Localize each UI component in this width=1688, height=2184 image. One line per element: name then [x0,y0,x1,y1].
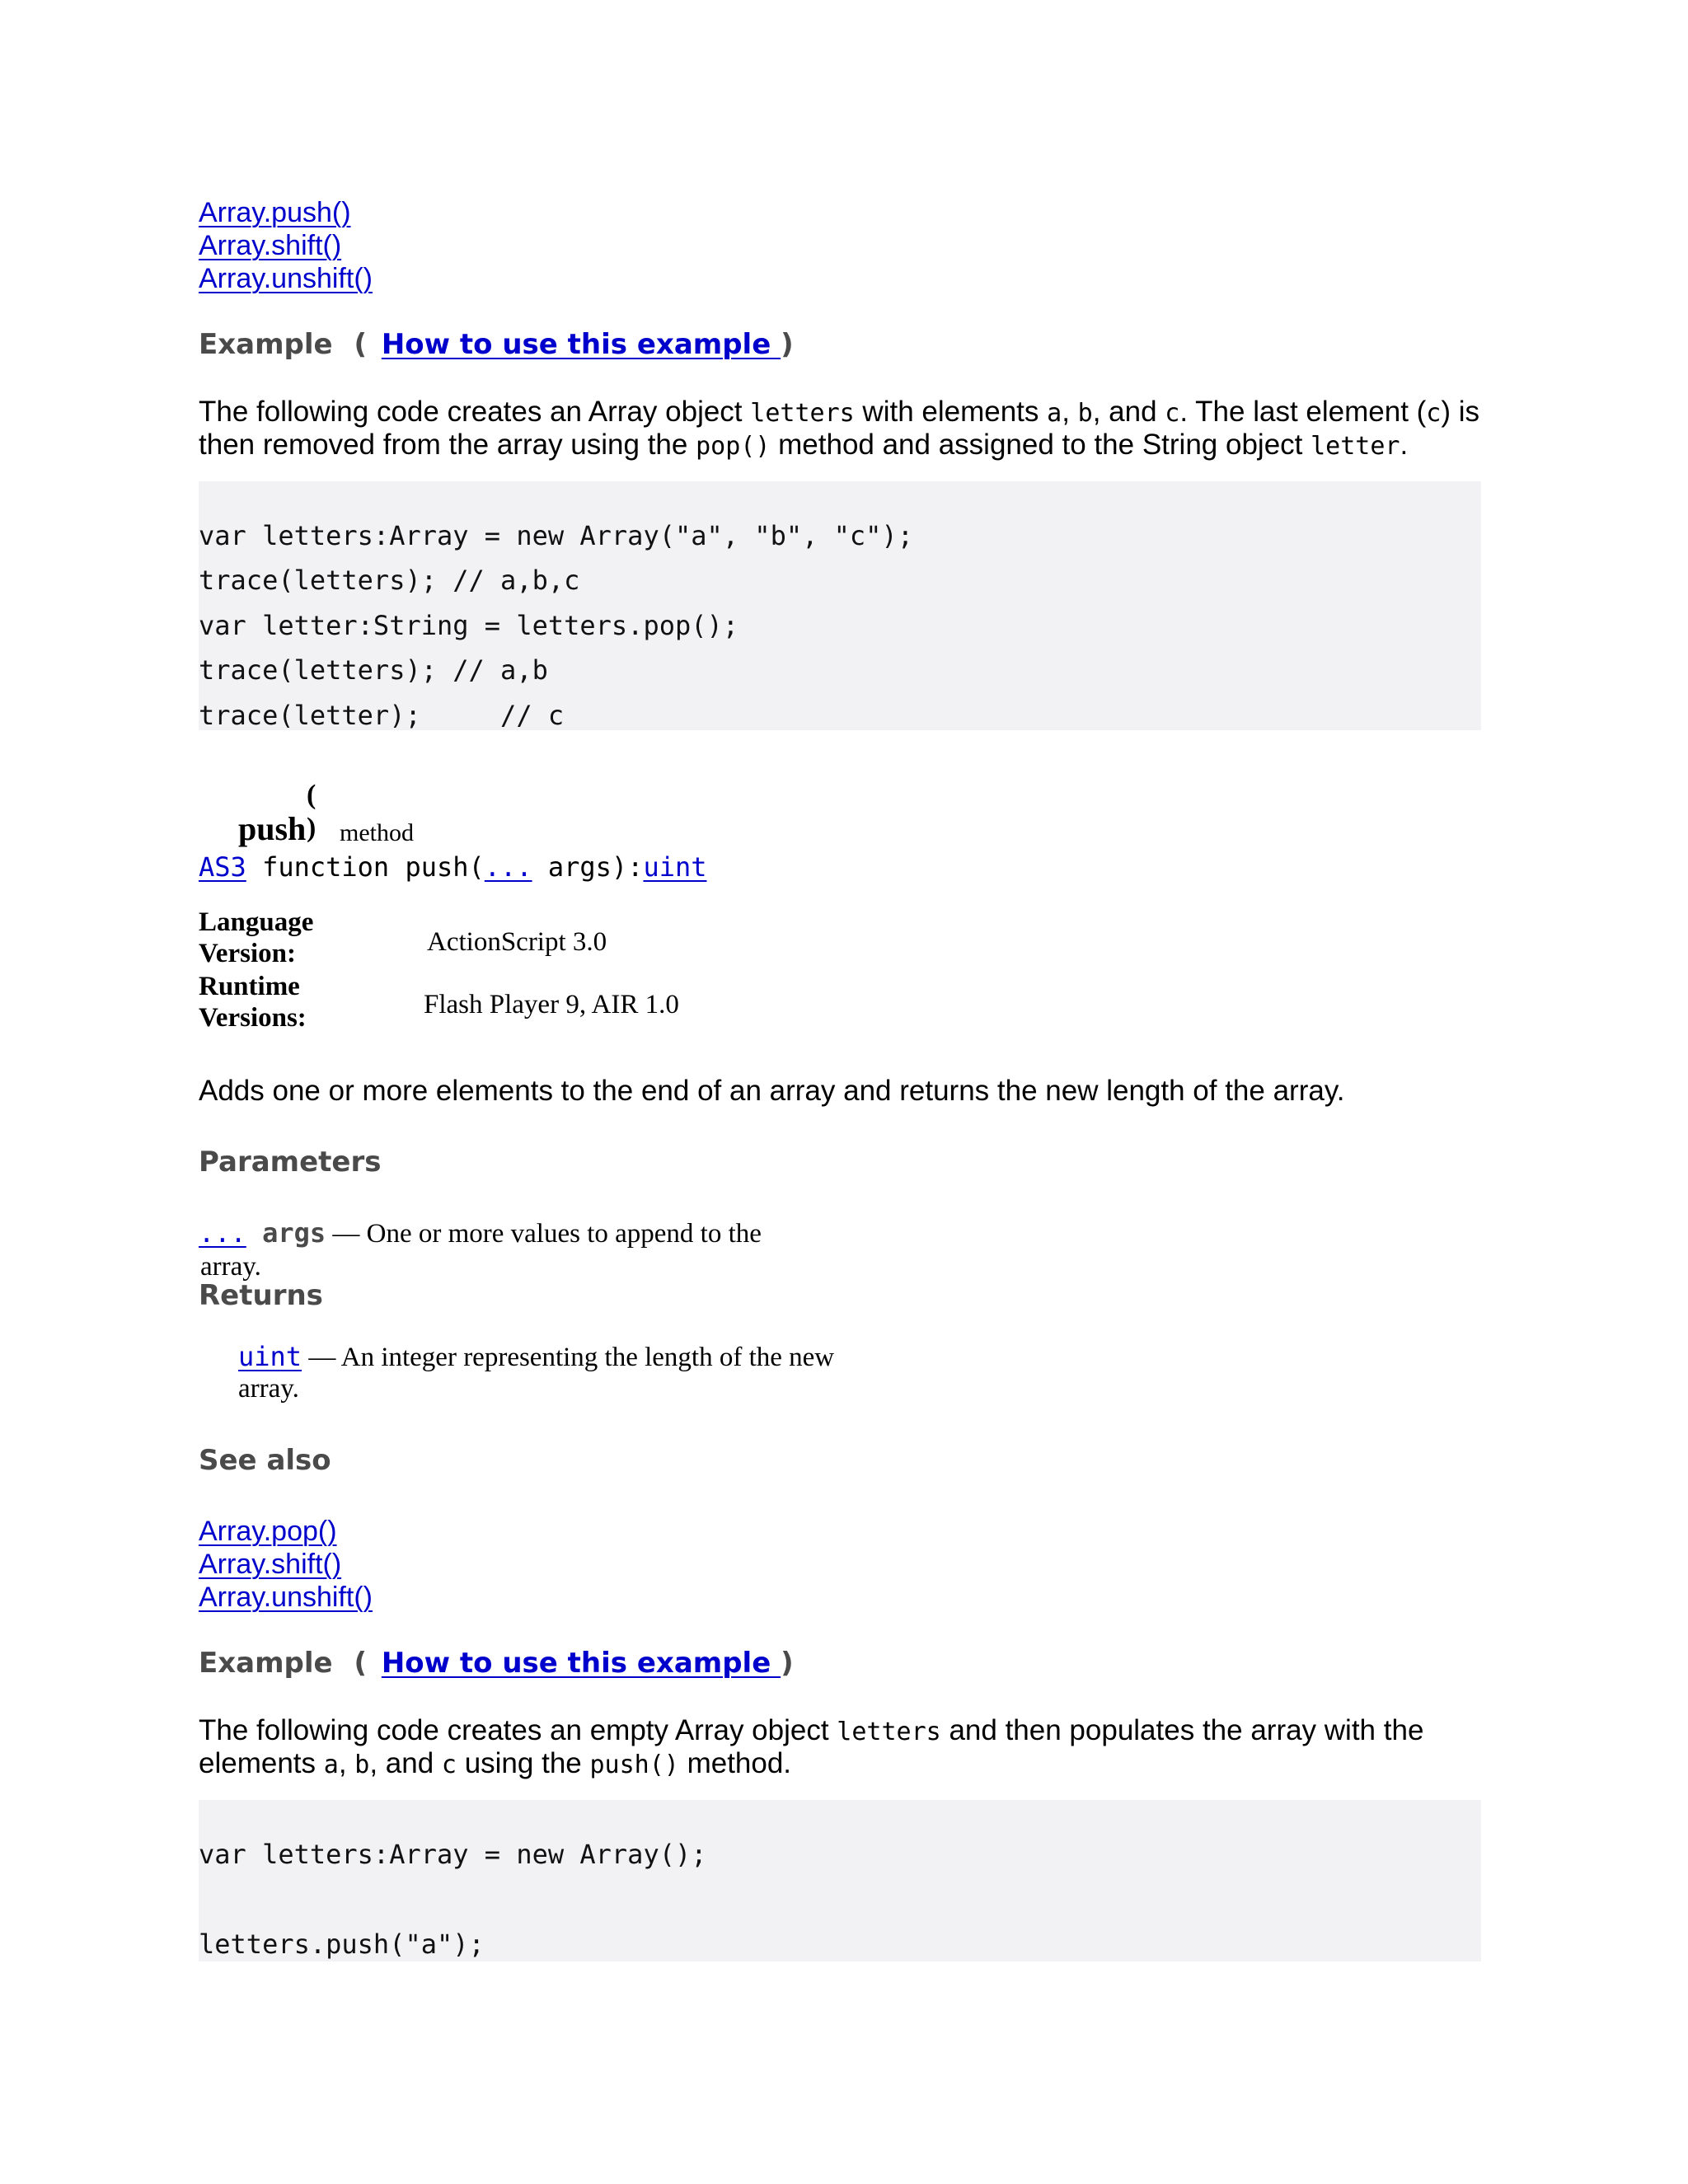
code-line: trace(letters); // a,b [199,654,548,686]
rest-parameter-link[interactable]: ... [484,851,532,883]
desc-text: method. [678,1747,792,1779]
desc-text: elements [199,1747,324,1779]
example-heading-label: Example [199,1647,333,1680]
returns-heading: Returns [199,1279,323,1312]
parameter-args [199,1216,762,1254]
link-array-pop[interactable]: Array.pop() [199,1516,337,1547]
desc-code: b [1077,399,1093,428]
example-description-line-2 [199,1747,791,1782]
desc-text: , [338,1747,355,1779]
runtime-versions-label-2: Versions: [199,1003,307,1033]
method-signature [199,851,707,883]
method-kind-label: method [340,819,414,846]
desc-code: c [441,1750,457,1779]
language-version-label-2: Version: [199,939,296,968]
example-close-paren: ) [781,328,794,361]
see-also-heading: See also [199,1444,331,1477]
example-heading-label: Example [199,328,333,361]
desc-code: c [1165,399,1180,428]
desc-text: , and [369,1747,442,1779]
returns-value [238,1340,834,1378]
signature-text: function push( [246,851,485,883]
desc-code: c [1426,399,1442,428]
runtime-versions-value: Flash Player 9, AIR 1.0 [424,990,679,1019]
parameter-name: args [246,1217,326,1249]
desc-text: The following code creates an empty Array object [199,1714,837,1746]
code-line: trace(letter); // c [199,700,565,731]
signature-text: args): [532,851,644,883]
code-line: var letters:Array = new Array(); [199,1839,707,1870]
method-paren-close: ) [307,813,316,843]
link-array-unshift[interactable]: Array.unshift() [199,1582,373,1613]
how-to-use-example-link[interactable]: How to use this example [381,328,781,361]
example-description-line-1 [199,1714,1423,1749]
as3-namespace-link[interactable]: AS3 [199,851,246,883]
desc-code: a [323,1750,339,1779]
code-line: var letters:Array = new Array("a", "b", "c"); [199,520,913,551]
desc-code: a [1047,399,1062,428]
link-array-unshift[interactable]: Array.unshift() [199,263,373,294]
example-heading [199,1647,794,1680]
desc-text: . [1400,429,1409,461]
runtime-versions-label: Runtime [199,972,300,1001]
desc-text: . The last element ( [1179,396,1427,428]
code-line: letters.push("a"); [199,1929,485,1960]
uint-type-link[interactable]: uint [643,851,707,883]
example-open-paren: ( [354,1647,367,1680]
desc-text: with elements [854,396,1048,428]
desc-code: letters [837,1718,941,1746]
desc-text: The following code creates an Array object [199,396,751,428]
example-description-line-1 [199,396,1479,430]
example-open-paren: ( [354,328,367,361]
desc-text: , and [1092,396,1165,428]
example-description-line-2 [199,429,1408,463]
code-line: trace(letters); // a,b,c [199,565,580,596]
method-description: Adds one or more elements to the end of an array and returns the new length of the array. [199,1075,1345,1107]
desc-code: pop() [696,432,771,461]
example-heading [199,328,794,361]
returns-description-cont: array. [238,1374,299,1404]
parameters-heading: Parameters [199,1146,382,1179]
link-array-shift[interactable]: Array.shift() [199,1549,342,1580]
desc-code: push() [589,1750,679,1779]
desc-text: , [1062,396,1078,428]
desc-text: ) is [1441,396,1480,428]
desc-text: and then populates the array with the [940,1714,1424,1746]
code-block-pop-example [199,481,1481,730]
link-array-shift[interactable]: Array.shift() [199,230,342,261]
parameter-description: — One or more values to append to the [326,1219,762,1249]
uint-type-link[interactable]: uint [238,1341,302,1372]
returns-description: — An integer representing the length of the new [302,1343,835,1372]
desc-text: method and assigned to the String object [770,429,1311,461]
language-version-value: ActionScript 3.0 [427,927,607,957]
example-close-paren: ) [781,1647,794,1680]
desc-code: letter [1311,432,1400,461]
link-array-push[interactable]: Array.push() [199,197,351,228]
how-to-use-example-link[interactable]: How to use this example [381,1647,781,1680]
method-paren-open: ( [307,780,316,810]
rest-parameter-link[interactable]: ... [199,1217,246,1249]
desc-text: using the [456,1747,590,1779]
method-name: push [238,810,307,847]
code-block-push-example [199,1800,1481,1961]
desc-code: letters [750,399,855,428]
desc-code: b [354,1750,370,1779]
language-version-label: Language [199,907,314,937]
parameter-description-cont: array. [200,1252,261,1282]
desc-text: then removed from the array using the [199,429,696,461]
code-line: var letter:String = letters.pop(); [199,610,739,641]
